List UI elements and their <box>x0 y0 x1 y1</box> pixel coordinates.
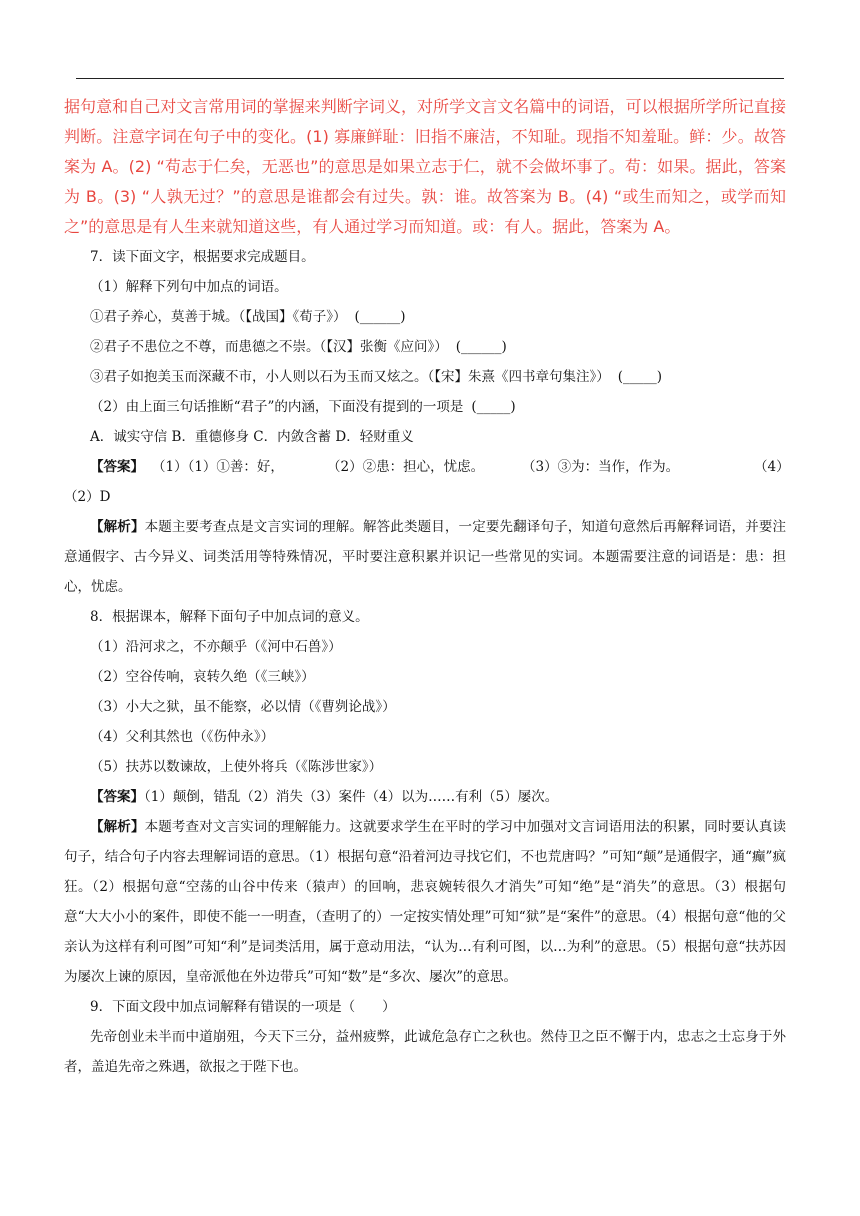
q7-item-1-blank[interactable]: (______) <box>354 309 406 325</box>
q8-item-3: （3）小大之狱，虽不能察，必以情（《曹刿论战》） <box>90 699 396 715</box>
q8-item-1: （1）沿河求之，不亦颠乎（《河中石兽》） <box>90 639 342 655</box>
q9-passage: 先帝创业未半而中道崩殂，今天下三分，益州疲弊，此诚危急存亡之秋也。然侍卫之臣不懈于内，忠志之士忘身于外者，盖追先帝之殊遇，欲报之于陛下也。 <box>64 1029 786 1075</box>
q7-answer-part-4: （4） <box>754 459 790 475</box>
document-page <box>64 92 790 1082</box>
q7-answer-part-2: （2）②患：担心，忧虑。 <box>327 459 485 475</box>
q8-answer-label: 【答案】 <box>90 789 144 805</box>
q7-answer-continued: （2）D <box>64 489 111 505</box>
q7-analysis-text: 本题主要考查点是文言实词的理解。解答此类题目，一定要先翻译句子，知道句意然后再解释词语，并要注意通假字、古今异义、词类活用等特殊情况，平时要注意积累并识记一些常见的实词。本题需要注意的词语是：患：担心，忧虑。 <box>64 519 787 595</box>
q7-sub2-text: （2）由上面三句话推断“君子”的内涵，下面没有提到的一项是 <box>90 399 464 415</box>
q8-title: 8．根据课本，解释下面句子中加点词的意义。 <box>90 609 369 625</box>
q7-item-1-text: ①君子养心，莫善于城。（【战国】《荀子》） <box>90 309 347 325</box>
q8-answer <box>64 782 786 812</box>
q7-sub1: （1）解释下列句中加点的词语。 <box>90 279 288 295</box>
q7-item-3-text: ③君子如抱美玉而深藏不市，小人则以石为玉而又炫之。（【宋】朱熹《四书章句集注》） <box>90 369 610 385</box>
q7-item-2-text: ②君子不患位之不尊，而患德之不崇。（【汉】张衡《应问》） <box>90 339 448 355</box>
q7-title: 7．读下面文字，根据要求完成题目。 <box>90 249 315 265</box>
q7-item-3-blank[interactable]: (_____) <box>617 369 663 385</box>
q7-analysis-label: 【解析】 <box>90 519 145 535</box>
previous-answer-explanation: 据句意和自己对文言常用词的掌握来判断字词义，对所学文言文名篇中的词语，可以根据所学所记直接判断。注意字词在句子中的变化。(1) 寡廉鲜耻：旧指不廉洁，不知耻。现指不知羞耻。鲜：少。故答案为 A。(2) “苟志于仁矣，无恶也”的意思是如果立志于仁，就不会做坏事了。苟：如果。据此，答案为 B。(3) “人孰无过？”的意思是谁都会有过失。孰：谁。故答案为 B。(4) “或生而知之，或学而知之”的意思是有人生来就知道这些，有人通过学习而知道。或：有人。据此，答案为 A。 <box>64 97 786 236</box>
header-rule <box>76 78 784 79</box>
q8-analysis <box>64 812 786 992</box>
q7-sub2-blank[interactable]: (_____) <box>471 399 516 415</box>
q8-analysis-label: 【解析】 <box>90 819 145 835</box>
q7-item-2-blank[interactable]: (______) <box>455 339 507 355</box>
q7-answer-part-1: （1）（1）①善：好， <box>152 459 284 475</box>
q8-item-2: （2）空谷传响，哀转久绝（《三峡》） <box>90 669 315 685</box>
q9-title: 9．下面文段中加点词解释有错误的一项是（ ） <box>90 999 396 1015</box>
question-9 <box>64 992 786 1082</box>
q7-answer-part-3: （3）③为：当作，作为。 <box>522 459 680 475</box>
question-8 <box>64 602 786 992</box>
q8-answer-text: （1）颠倒，错乱（2）消失（3）案件（4）以为……有利（5）屡次。 <box>144 789 559 805</box>
q7-answer-label: 【答案】 <box>90 459 144 475</box>
q7-item-2 <box>64 332 786 362</box>
q7-item-1 <box>64 302 786 332</box>
q8-item-4: （4）父利其然也（《伤仲永》） <box>90 729 275 745</box>
q7-item-3 <box>64 362 786 392</box>
q8-analysis-text: 本题考查对文言实词的理解能力。这就要求学生在平时的学习中加强对文言词语用法的积累，同时要认真读句子，结合句子内容去理解词语的意思。（1）根据句意“沿着河边寻找它们，不也荒唐吗？”可知“颠”是通假字，通“癫”疯狂。（2）根据句意“空荡的山谷中传来（猿声）的回响，悲哀婉转很久才消失”可知“绝”是“消失”的意思。（3）根据句意“大大小小的案件，即使不能一一明查，（查明了的）一定按实情处理”可知“狱”是“案件”的意思。（4）根据句意“他的父亲认为这样有利可图”可知“利”是词类活用，属于意动用法，“认为…有利可图，以…为利”的意思。（5）根据句意“扶苏因为屡次上谏的原因，皇帝派他在外边带兵”可知“数”是“多次、屡次”的意思。 <box>64 819 787 985</box>
q7-analysis <box>64 512 786 602</box>
q7-answer-row <box>64 452 790 482</box>
q8-item-5: （5）扶苏以数谏故，上使外将兵（《陈涉世家》） <box>90 759 383 775</box>
q7-options: A．诚实守信 B．重德修身 C．内敛含蓄 D．轻财重义 <box>90 429 414 445</box>
q7-sub2 <box>64 392 786 422</box>
question-7 <box>64 242 790 602</box>
